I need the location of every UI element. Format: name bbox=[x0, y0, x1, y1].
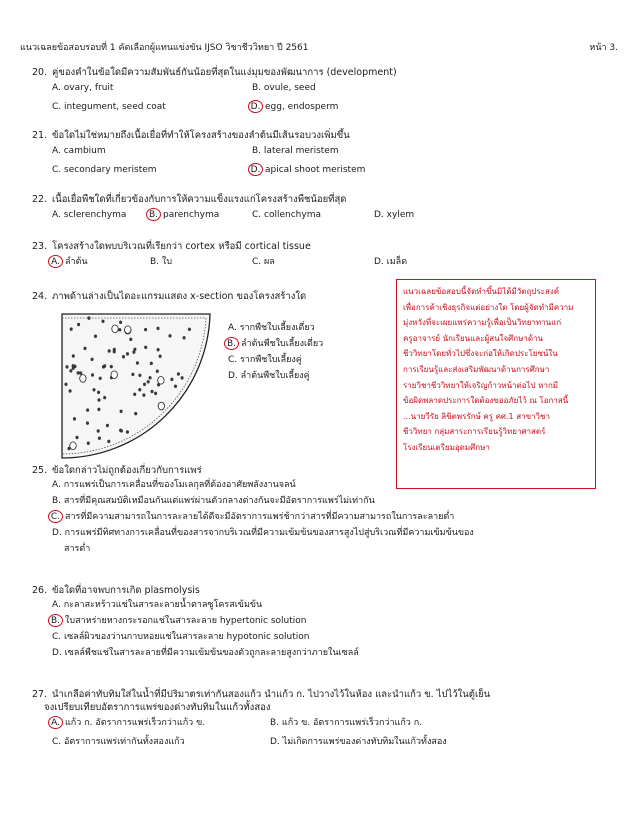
question-stem: ข้อใดที่อาจพบการเกิด plasmolysis bbox=[52, 585, 200, 596]
vascular-bundle bbox=[111, 371, 117, 379]
note-line: ชีววิทยาโดยทั่วไปซึ่งจะก่อให้เกิดประโยชน์ใน bbox=[403, 349, 558, 359]
question-stem-line-2: จงเปรียบเทียบอัตราการแพร่ของด่างทับทิมในแก้วทั้งสอง bbox=[44, 702, 271, 713]
vascular-bundle bbox=[66, 365, 69, 368]
vascular-bundle bbox=[79, 372, 82, 375]
vascular-bundle bbox=[68, 447, 71, 450]
vascular-bundle bbox=[70, 369, 73, 372]
question-stem: ข้อใดไม่ใช่หมายถึงเนื้อเยื่อที่ทำให้โครงสร้างของลำต้นมีเส้นรอบวงเพิ่มขึ้น bbox=[52, 130, 350, 141]
vascular-bundle bbox=[69, 389, 72, 392]
note-line: แนวเฉลยข้อสอบนี้จัดทำขึ้นมิได้มีวัตถุประสงค์ bbox=[403, 287, 560, 296]
vascular-bundle bbox=[132, 373, 135, 376]
stem-cross-section-diagram bbox=[60, 310, 218, 460]
option-a[interactable]: A. cambium bbox=[52, 146, 106, 156]
vascular-bundle bbox=[97, 429, 100, 432]
vascular-bundle bbox=[103, 364, 106, 367]
vascular-bundle bbox=[80, 375, 86, 383]
vascular-bundle bbox=[110, 365, 113, 368]
note-line: การเรียนรู้และส่งเสริมพัฒนาด้านการศึกษา bbox=[403, 364, 550, 374]
page-number: หน้า 3. bbox=[589, 43, 618, 53]
answer-circle-mark: C. bbox=[48, 510, 63, 523]
question-24-options bbox=[228, 320, 388, 384]
vascular-bundle bbox=[76, 436, 79, 439]
question-26 bbox=[32, 584, 592, 661]
option-a[interactable]: A. sclerenchyma bbox=[52, 210, 127, 220]
vascular-bundle bbox=[150, 362, 153, 365]
vascular-bundle bbox=[126, 352, 129, 355]
vascular-bundle bbox=[159, 355, 162, 358]
header-title: แนวเฉลยข้อสอบรอบที่ 1 คัดเลือกผู้แทนแข่งขัน IJSO วิชาชีววิทยา ปี 2561 bbox=[20, 43, 309, 53]
option-b[interactable]: B. ovule, seed bbox=[252, 83, 316, 93]
vascular-bundle bbox=[113, 350, 116, 353]
vascular-bundle bbox=[157, 327, 160, 330]
question-number: 26. bbox=[32, 585, 48, 596]
option-d[interactable]: D. เมล็ด bbox=[374, 257, 408, 267]
vascular-bundle bbox=[77, 323, 80, 326]
option-a[interactable]: A. ลำต้น bbox=[52, 256, 88, 269]
vascular-bundle bbox=[98, 398, 101, 401]
vascular-bundle bbox=[73, 417, 76, 420]
option-b[interactable]: B. ใบสาหร่ายหางกระรอกแช่ในสารละลาย hypertonic solution bbox=[32, 613, 592, 629]
vascular-bundle bbox=[133, 393, 136, 396]
vascular-bundle bbox=[136, 361, 139, 364]
answer-circle-mark: A. bbox=[48, 255, 63, 268]
vascular-bundle bbox=[77, 371, 80, 374]
question-number: 20. bbox=[32, 67, 48, 78]
vascular-bundle bbox=[93, 388, 96, 391]
question-number: 27. bbox=[32, 689, 48, 700]
option-a[interactable]: A. แก้ว ก. อัตราการแพร่เร็วกว่าแก้ว ข. bbox=[52, 717, 205, 730]
option-b[interactable]: B. ลำต้นพืชใบเลี้ยงเดี่ยว bbox=[228, 336, 388, 352]
vascular-bundle bbox=[174, 385, 177, 388]
vascular-bundle bbox=[98, 437, 101, 440]
question-22 bbox=[32, 193, 592, 225]
question-20 bbox=[32, 66, 592, 117]
question-27 bbox=[32, 688, 592, 752]
option-d[interactable]: D. ลำต้นพืชใบเลี้ยงคู่ bbox=[228, 371, 310, 381]
vascular-bundle bbox=[108, 349, 111, 352]
option-a[interactable]: A. รากพืชใบเลี้ยงเดี่ยว bbox=[228, 323, 315, 333]
vascular-bundle bbox=[84, 347, 87, 350]
question-stem: ภาพด้านล่างเป็นไดอะแกรมแสดง x-section ของโครงสร้างใด bbox=[52, 291, 307, 302]
question-number: 21. bbox=[32, 130, 48, 141]
question-number: 22. bbox=[32, 194, 48, 205]
vascular-bundle bbox=[88, 317, 91, 320]
question-stem: โครงสร้างใดพบบริเวณที่เรียกว่า cortex หรือมี cortical tissue bbox=[52, 241, 311, 252]
vascular-bundle bbox=[125, 326, 131, 334]
option-d[interactable]: D. เซลล์พืชแช่ในสารละลายที่มีความเข้มข้นของตัวถูกละลายสูงกว่าภายในเซลล์ bbox=[52, 648, 359, 658]
vascular-bundle bbox=[147, 380, 150, 383]
vascular-bundle bbox=[169, 334, 172, 337]
vascular-bundle bbox=[106, 424, 109, 427]
answer-circle-mark: A. bbox=[48, 716, 63, 729]
option-b[interactable]: B. lateral meristem bbox=[252, 146, 339, 156]
vascular-bundle bbox=[118, 328, 121, 331]
vascular-bundle bbox=[158, 377, 164, 385]
vascular-bundle bbox=[134, 348, 137, 351]
vascular-bundle bbox=[129, 338, 132, 341]
vascular-bundle bbox=[143, 383, 146, 386]
vascular-bundle bbox=[91, 358, 94, 361]
answer-circle-mark: D. bbox=[248, 100, 263, 113]
note-line: โรงเรียนเตรียมอุดมศึกษา bbox=[403, 442, 490, 452]
option-d[interactable]: D. egg, endosperm bbox=[252, 101, 338, 114]
vascular-bundle bbox=[139, 374, 142, 377]
disclaimer-note-box bbox=[396, 279, 596, 489]
vascular-bundle bbox=[87, 442, 90, 445]
vascular-bundle bbox=[144, 346, 147, 349]
answer-circle-mark: B. bbox=[48, 614, 63, 627]
vascular-bundle bbox=[183, 336, 186, 339]
vascular-bundle bbox=[134, 412, 137, 415]
option-a[interactable]: A. กะลาสะหร้าวแช่ในสารละลายน้ำตาลซูโครสเข้มข้น bbox=[52, 600, 263, 610]
option-c[interactable]: C. ผล bbox=[252, 257, 275, 267]
vascular-bundle bbox=[112, 325, 118, 333]
vascular-bundle bbox=[151, 390, 154, 393]
question-stem: นำเกลือค่าทับทิมใส่ในน้ำที่มีปริมาตรเท่ากันสองแก้ว นำแก้ว ก. ไปวางไว้ในห้อง และนำแก้ว ข. ไปไว้ในตู้เย็น bbox=[52, 689, 491, 700]
question-21 bbox=[32, 129, 592, 180]
option-b[interactable]: B. ใบ bbox=[150, 257, 173, 267]
vascular-bundle bbox=[171, 378, 174, 381]
vascular-bundle bbox=[143, 394, 146, 397]
note-line: ข้อผิดพลาดประการใดต้องขออภัยไว้ ณ โอกาสนี้ bbox=[403, 396, 569, 406]
vascular-bundle bbox=[72, 364, 75, 367]
vascular-bundle bbox=[103, 396, 106, 399]
answer-circle-mark: D. bbox=[248, 163, 263, 176]
question-stem: ข้อใดกล่าวไม่ถูกต้องเกี่ยวกับการแพร่ bbox=[52, 465, 202, 476]
vascular-bundle bbox=[107, 440, 110, 443]
vascular-bundle bbox=[86, 422, 89, 425]
option-c[interactable]: C. อัตราการแพร่เท่ากันทั้งสองแก้ว bbox=[52, 737, 185, 747]
option-b[interactable]: B. สารที่มีคุณสมบัติเหมือนกันแต่แพร่ผ่านตัวกลางต่างกันจะมีอัตราการแพร่ไม่เท่ากัน bbox=[52, 496, 375, 506]
question-24 bbox=[32, 290, 382, 303]
option-c[interactable]: C. collenchyma bbox=[252, 210, 321, 220]
vascular-bundle bbox=[70, 328, 73, 331]
vascular-bundle bbox=[91, 373, 94, 376]
option-d[interactable]: D. การแพร่มีทิศทางการเคลื่อนที่ของสารจากบริเวณที่มีความเข้มข้นของสารสูงไปสู่บริเวณที่มีความเข้มข้นของ bbox=[52, 528, 474, 538]
option-c[interactable]: C. secondary meristem bbox=[52, 165, 157, 175]
note-line: ...นายวีรัย ลิขิตพรรักษ์ ครู คศ.1 สาขาวิชา bbox=[403, 411, 550, 421]
vascular-bundle bbox=[120, 410, 123, 413]
vascular-bundle bbox=[188, 328, 191, 331]
option-c[interactable]: C. รากพืชใบเลี้ยงคู่ bbox=[228, 355, 302, 365]
option-d-continuation: สารต่ำ bbox=[64, 544, 91, 554]
vascular-bundle bbox=[156, 370, 159, 373]
vascular-bundle bbox=[98, 408, 101, 411]
vascular-bundle bbox=[144, 328, 147, 331]
vascular-bundle bbox=[177, 372, 180, 375]
question-number: 23. bbox=[32, 241, 48, 252]
note-line: รายวิชาชีววิทยาให้เจริญก้าวหน้าต่อไป หากมี bbox=[403, 380, 559, 390]
answer-circle-mark: B. bbox=[224, 337, 239, 350]
option-a[interactable]: A. การแพร่เป็นการเคลื่อนที่ของโมเลกุลที่ต้องอาศัยพลังงานจลน์ bbox=[52, 480, 296, 490]
vascular-bundle bbox=[72, 354, 75, 357]
option-b[interactable]: B. parenchyma bbox=[150, 209, 219, 222]
note-line: มุ่งหวังที่จะเผยแพร่ความรู้เพื่อเป็นวิทยาทานแก่ bbox=[403, 318, 562, 328]
question-number: 25. bbox=[32, 465, 48, 476]
vascular-bundle bbox=[97, 391, 100, 394]
page-header bbox=[20, 40, 618, 54]
option-c[interactable]: C. integument, seed coat bbox=[52, 102, 166, 112]
vascular-bundle bbox=[86, 409, 89, 412]
vascular-bundle bbox=[119, 321, 122, 324]
vascular-bundle bbox=[102, 320, 105, 323]
option-b[interactable]: B. แก้ว ข. อัตราการแพร่เร็วกว่าแก้ว ก. bbox=[270, 718, 422, 728]
answer-circle-mark: B. bbox=[146, 208, 161, 221]
vascular-bundle bbox=[158, 402, 164, 410]
vascular-bundle bbox=[157, 348, 160, 351]
vascular-bundle bbox=[70, 442, 76, 450]
vascular-bundle bbox=[119, 429, 122, 432]
option-d[interactable]: D. apical shoot meristem bbox=[252, 164, 365, 177]
vascular-bundle bbox=[157, 383, 160, 386]
vascular-bundle bbox=[149, 376, 152, 379]
question-23 bbox=[32, 240, 592, 272]
question-stem: เนื้อเยื่อพืชใดที่เกี่ยวข้องกับการให้ความแข็งแรงแก่โครงสร้างพืชน้อยที่สุด bbox=[52, 194, 347, 205]
note-line: ครูอาจารย์ นักเรียนและผู้สนใจศึกษาด้าน bbox=[403, 333, 543, 343]
option-c[interactable]: C. สารที่มีความสามารถในการละลายได้ดีจะมีอัตราการแพร่ช้ากว่าสารที่มีความสามารถในการละลายต่ำ bbox=[32, 509, 592, 525]
question-number: 24. bbox=[32, 291, 48, 302]
option-c[interactable]: C. เซลล์ผิวของว่านกาบหอยแช่ในสารละลาย hypotonic solution bbox=[52, 632, 310, 642]
vascular-bundle bbox=[99, 377, 102, 380]
vascular-bundle bbox=[181, 376, 184, 379]
vascular-bundle bbox=[94, 335, 97, 338]
option-d[interactable]: D. xylem bbox=[374, 210, 415, 220]
vascular-bundle bbox=[154, 392, 157, 395]
option-d[interactable]: D. ไม่เกิดการแพร่ของด่างทับทิมในแก้วทั้งสอง bbox=[270, 737, 447, 747]
vascular-bundle bbox=[126, 430, 129, 433]
vascular-bundle bbox=[65, 383, 68, 386]
option-a[interactable]: A. ovary, fruit bbox=[52, 83, 114, 93]
note-line: เพื่อการค้าเชิงธุรกิจแต่อย่างใด โดยผู้จัดทำมีความ bbox=[403, 302, 574, 312]
note-line: ชีววิทยา กลุ่มสาระการเรียนรู้วิทยาศาสตร์ bbox=[403, 427, 546, 437]
vascular-bundle bbox=[122, 355, 125, 358]
vascular-bundle bbox=[138, 388, 141, 391]
question-stem: คู่ของคำในข้อใดมีความสัมพันธ์กันน้อยที่สุดในแง่มุมของพัฒนาการ (development) bbox=[52, 67, 397, 78]
